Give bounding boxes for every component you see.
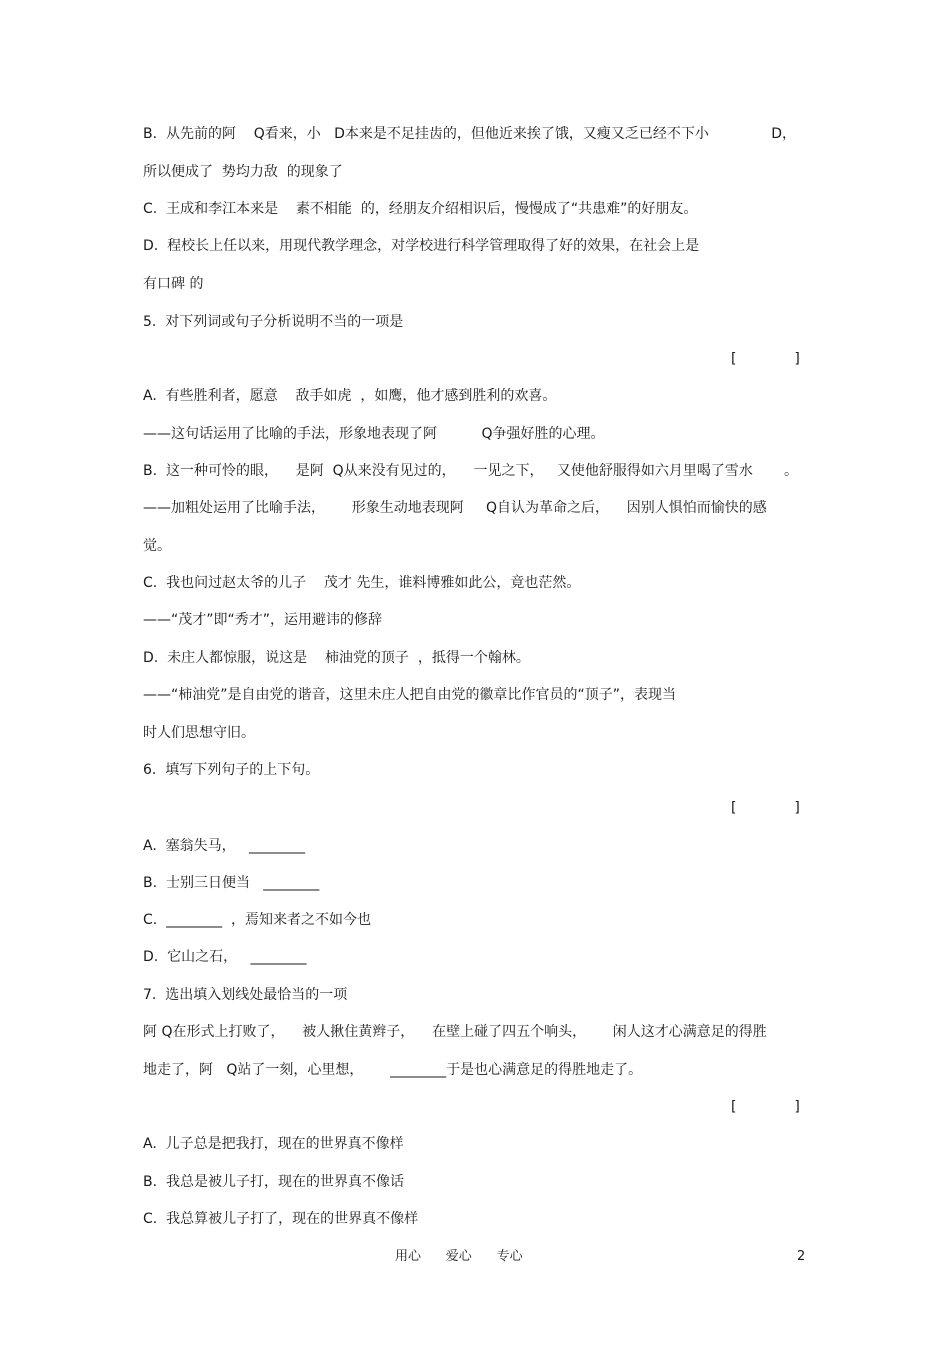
page-number: 2 — [797, 1249, 806, 1264]
text-line: D. 未庄人都惊服，说这是 柿油党的顶子 ，抵得一个翰林。 — [143, 650, 530, 666]
text-line: A. 儿子总是把我打，现在的世界真不像样 — [143, 1136, 404, 1152]
text-line: ——“柿油党”是自由党的谐音，这里未庄人把自由党的徽章比作官员的“顶子”，表现当 — [143, 687, 677, 703]
question-6-stem: 6. 填写下列句子的上下句。 — [143, 762, 320, 778]
text-line: B. 这一种可怜的眼， 是阿 Q从来没有见过的， 一见之下， 又使他舒服得如六月里喝了雪水 。 — [143, 463, 798, 479]
text-line: A. 有些胜利者，愿意 敌手如虎 ，如鹰，他才感到胜利的欢喜。 — [143, 388, 557, 404]
text-line: B. 士别三日便当 ________ — [143, 875, 320, 891]
question-5-stem: 5. 对下列词或句子分析说明不当的一项是 — [143, 314, 404, 330]
text-line: ——加粗处运用了比喻手法， 形象生动地表现阿 Q自认为革命之后， 因别人惧怕而愉快的感 — [143, 500, 767, 516]
text-line: C. ________ ，焉知来者之不如今也 — [143, 912, 372, 928]
question-7-stem: 7. 选出填入划线处最恰当的一项 — [143, 987, 348, 1003]
text-line: 觉。 — [143, 538, 171, 554]
text-line: 时人们思想守旧。 — [143, 725, 255, 741]
answer-bracket: [ ] — [731, 800, 800, 816]
text-line: A. 塞翁失马， ________ — [143, 838, 306, 854]
page-footer: 用心 爱心 专心 — [395, 1249, 523, 1264]
text-line: B. 我总是被儿子打，现在的世界真不像话 — [143, 1174, 404, 1190]
answer-bracket: [ ] — [731, 1099, 800, 1115]
text-line: 阿 Q在形式上打败了， 被人揪住黄辫子， 在壁上碰了四五个响头， 闲人这才心满意足的得胜 — [143, 1024, 767, 1040]
text-line: C. 我也问过赵太爷的儿子 茂才 先生，谁料博雅如此公，竟也茫然。 — [143, 575, 581, 591]
text-line: D. 程校长上任以来，用现代教学理念，对学校进行科学管理取得了好的效果，在社会上是 — [143, 238, 700, 254]
text-line: C. 王成和李江本来是 素不相能 的，经朋友介绍相识后，慢慢成了“共患难”的好朋友。 — [143, 201, 698, 217]
answer-bracket: [ ] — [731, 351, 800, 367]
text-line: 所以便成了 势均力敌 的现象了 — [143, 164, 343, 180]
text-line: D. 它山之石， ________ — [143, 949, 307, 965]
text-line: ——“茂才”即“秀才”，运用避讳的修辞 — [143, 612, 383, 628]
text-line: B. 从先前的阿 Q看来，小 D本来是不足挂齿的，但他近来挨了饿，又瘦又乏已经不下小 D， — [143, 126, 796, 142]
text-line: 有口碑 的 — [143, 276, 204, 292]
text-line: ——这句话运用了比喻的手法，形象地表现了阿 Q争强好胜的心理。 — [143, 426, 605, 442]
text-line: C. 我总算被儿子打了，现在的世界真不像样 — [143, 1211, 419, 1227]
text-line: 地走了，阿 Q站了一刻，心里想， ________于是也心满意足的得胜地走了。 — [143, 1062, 643, 1078]
